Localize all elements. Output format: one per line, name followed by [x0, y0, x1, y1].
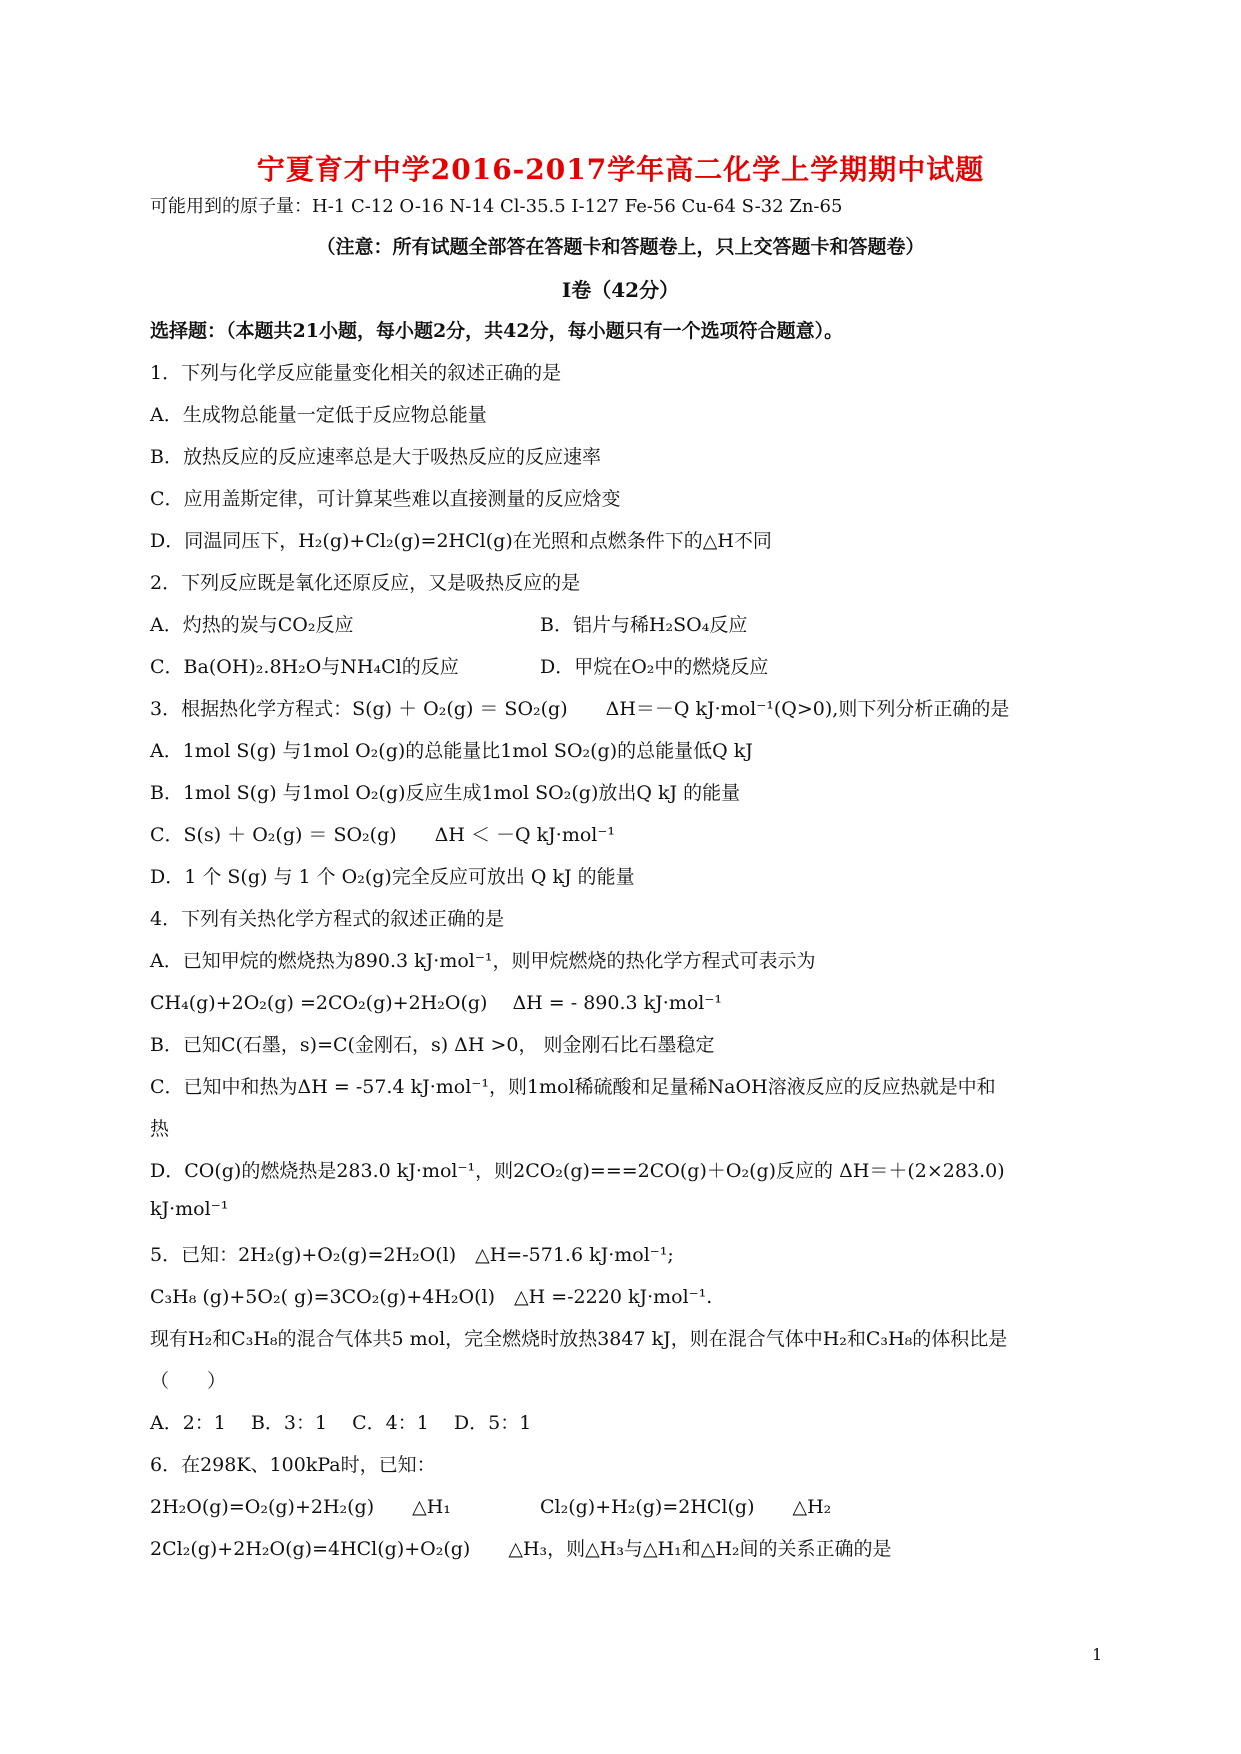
question-2-option-c: C．Ba(OH)₂.8H₂O与NH₄Cl的反应 — [150, 656, 459, 678]
page-number: 1 — [1092, 1645, 1103, 1664]
question-4-option-d-cont: kJ·mol⁻¹ — [150, 1198, 229, 1220]
question-2: 2．下列反应既是氧化还原反应，又是吸热反应的是 — [150, 572, 581, 594]
question-4-option-d: D．CO(g)的燃烧热是283.0 kJ·mol⁻¹，则2CO₂(g)===2CO(g)＋O₂(g)反应的 ΔH＝＋(2×283.0) — [150, 1160, 1005, 1182]
question-5-equation-2: C₃H₈ (g)+5O₂( g)=3CO₂(g)+4H₂O(l) △H =-2220 kJ·mol⁻¹. — [150, 1286, 713, 1308]
question-4-option-c: C．已知中和热为ΔH = -57.4 kJ·mol⁻¹，则1mol稀硫酸和足量稀NaOH溶液反应的反应热就是中和 — [150, 1076, 996, 1098]
question-6-equation-2: Cl₂(g)+H₂(g)=2HCl(g) △H₂ — [540, 1496, 832, 1518]
volume-heading: Ⅰ卷（42分） — [561, 278, 680, 302]
question-1-option-a: A．生成物总能量一定低于反应物总能量 — [150, 404, 487, 426]
question-4-option-b: B．已知C(石墨，s)=C(金刚石，s) ΔH >0， 则金刚石比石墨稳定 — [150, 1034, 715, 1056]
question-1-option-b: B．放热反应的反应速率总是大于吸热反应的反应速率 — [150, 446, 601, 468]
question-3-option-b: B．1mol S(g) 与1mol O₂(g)反应生成1mol SO₂(g)放出Q kJ 的能量 — [150, 782, 741, 804]
question-4: 4．下列有关热化学方程式的叙述正确的是 — [150, 908, 505, 930]
question-6: 6．在298K、100kPa时，已知： — [150, 1454, 436, 1476]
question-6-equation-3: 2Cl₂(g)+2H₂O(g)=4HCl(g)+O₂(g) △H₃，则△H₃与△H₁和△H₂间的关系正确的是 — [150, 1538, 892, 1560]
question-5-stem: 现有H₂和C₃H₈的混合气体共5 mol，完全燃烧时放热3847 kJ，则在混合气体中H₂和C₃H₈的体积比是 — [150, 1328, 1008, 1350]
question-1-option-c: C．应用盖斯定律，可计算某些难以直接测量的反应焓变 — [150, 488, 621, 510]
question-6-equation-1: 2H₂O(g)=O₂(g)+2H₂(g) △H₁ — [150, 1496, 451, 1518]
question-4-option-a: A．已知甲烷的燃烧热为890.3 kJ·mol⁻¹，则甲烷燃烧的热化学方程式可表示为 — [150, 950, 816, 972]
notice: （注意：所有试题全部答在答题卡和答题卷上，只上交答题卡和答题卷） — [316, 236, 925, 258]
question-4-option-a-equation: CH₄(g)+2O₂(g) =2CO₂(g)+2H₂O(g) ΔH = - 890.3 kJ·mol⁻¹ — [150, 992, 722, 1014]
question-3-option-d: D．1 个 S(g) 与 1 个 O₂(g)完全反应可放出 Q kJ 的能量 — [150, 866, 635, 888]
question-5-blank: （ ） — [150, 1370, 227, 1392]
question-3: 3．根据热化学方程式：S(g) ＋ O₂(g) ＝ SO₂(g) ΔH＝－Q kJ·mol⁻¹(Q>0),则下列分析正确的是 — [150, 698, 1010, 720]
question-3-option-a: A．1mol S(g) 与1mol O₂(g)的总能量比1mol SO₂(g)的总能量低Q kJ — [150, 740, 753, 762]
question-3-option-c: C．S(s) ＋ O₂(g) ＝ SO₂(g) ΔH ＜ －Q kJ·mol⁻¹ — [150, 824, 615, 846]
section-heading: 选择题：（本题共21小题，每小题2分，共42分，每小题只有一个选项符合题意）。 — [150, 320, 844, 342]
exam-title: 宁夏育才中学2016-2017学年高二化学上学期期中试题 — [256, 153, 985, 186]
question-2-option-b: B．铝片与稀H₂SO₄反应 — [540, 614, 748, 636]
question-2-option-d: D．甲烷在O₂中的燃烧反应 — [540, 656, 769, 678]
question-4-option-c-cont: 热 — [150, 1118, 170, 1140]
question-1: 1．下列与化学反应能量变化相关的叙述正确的是 — [150, 362, 562, 384]
question-5-options: A．2：1 B．3：1 C．4：1 D．5：1 — [150, 1412, 532, 1434]
question-2-option-a: A．灼热的炭与CO₂反应 — [150, 614, 354, 636]
atomic-masses: 可能用到的原子量：H-1 C-12 O-16 N-14 Cl-35.5 I-127 Fe-56 Cu-64 S-32 Zn-65 — [150, 196, 843, 217]
question-5: 5．已知：2H₂(g)+O₂(g)=2H₂O(l) △H=-571.6 kJ·mol⁻¹; — [150, 1244, 674, 1266]
question-1-option-d: D．同温同压下，H₂(g)+Cl₂(g)=2HCl(g)在光照和点燃条件下的△H不同 — [150, 530, 772, 552]
